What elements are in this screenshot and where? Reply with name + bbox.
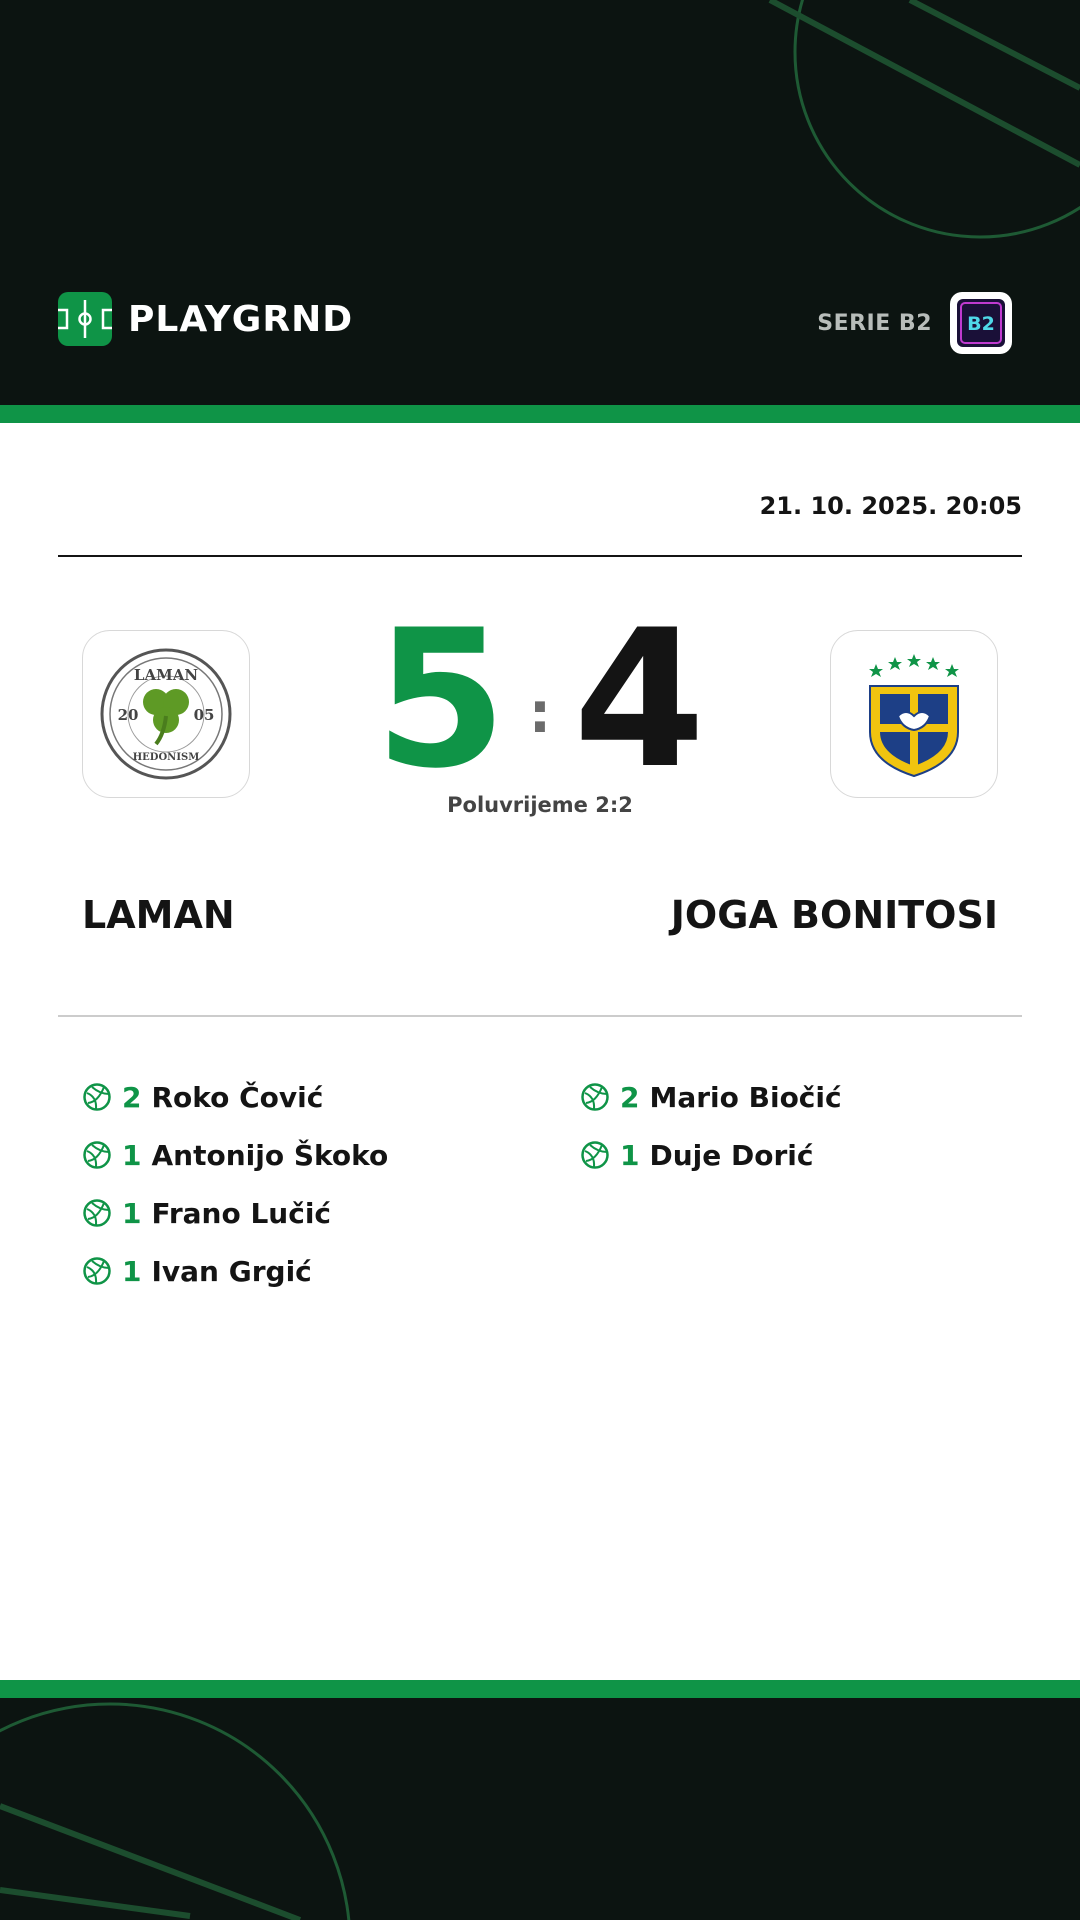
scorer-name: Duje Dorić [649,1138,814,1172]
league-name: SERIE B2 [817,310,932,336]
scorer-name: Antonijo Škoko [151,1138,389,1172]
crest-text-top: LAMAN [133,666,199,684]
scorer-goals: 2 [620,1080,640,1114]
away-team-crest[interactable] [830,630,998,798]
pitch-lines-decoration [0,1698,1080,1920]
scorer-goals: 1 [620,1138,640,1172]
away-scorers-list [580,1068,842,1184]
scorer-name: Ivan Grgić [151,1254,312,1288]
pitch-icon [58,292,112,346]
header-divider [58,555,1022,557]
brand-logo[interactable] [58,292,353,346]
ball-icon [82,1256,112,1286]
league-badge-text: B2 [967,313,995,335]
accent-stripe-bottom [0,1680,1080,1698]
ball-icon [82,1082,112,1112]
ball-icon [82,1140,112,1170]
scorer-item [82,1126,388,1184]
footer-banner [0,1698,1080,1920]
header-banner [0,0,1080,405]
scorer-item [82,1184,388,1242]
scorer-item [580,1068,842,1126]
away-score: 4 [573,589,706,810]
ball-icon [580,1140,610,1170]
scorer-goals: 2 [122,1080,142,1114]
scorer-name: Mario Biočić [649,1080,842,1114]
scorer-item [580,1126,842,1184]
league-info[interactable] [817,292,1012,354]
home-team-name: LAMAN [82,893,235,937]
score-separator: : [528,681,552,746]
scorer-name: Frano Lučić [151,1196,332,1230]
crest-text-right: 05 [193,706,215,724]
brand-name: PLAYGRND [128,298,354,340]
home-score: 5 [374,589,507,810]
shield-crest-icon [846,646,982,782]
away-team-name: JOGA BONITOSI [670,893,998,937]
scorer-goals: 1 [122,1196,142,1230]
crest-text-left: 20 [117,706,139,724]
crest-text-bottom: HEDONISM [132,752,200,763]
ball-icon [580,1082,610,1112]
scorer-goals: 1 [122,1254,142,1288]
ball-icon [82,1198,112,1228]
accent-stripe-top [0,405,1080,423]
league-badge [950,292,1012,354]
scorer-item [82,1242,388,1300]
halftime-score: Poluvrijeme 2:2 [447,793,633,817]
scorer-name: Roko Čović [151,1080,324,1114]
match-datetime: 21. 10. 2025. 20:05 [759,492,1022,520]
scorer-goals: 1 [122,1138,142,1172]
section-divider [58,1015,1022,1017]
scorer-item [82,1068,388,1126]
league-logo-icon [956,298,1006,348]
home-scorers-list [82,1068,388,1300]
